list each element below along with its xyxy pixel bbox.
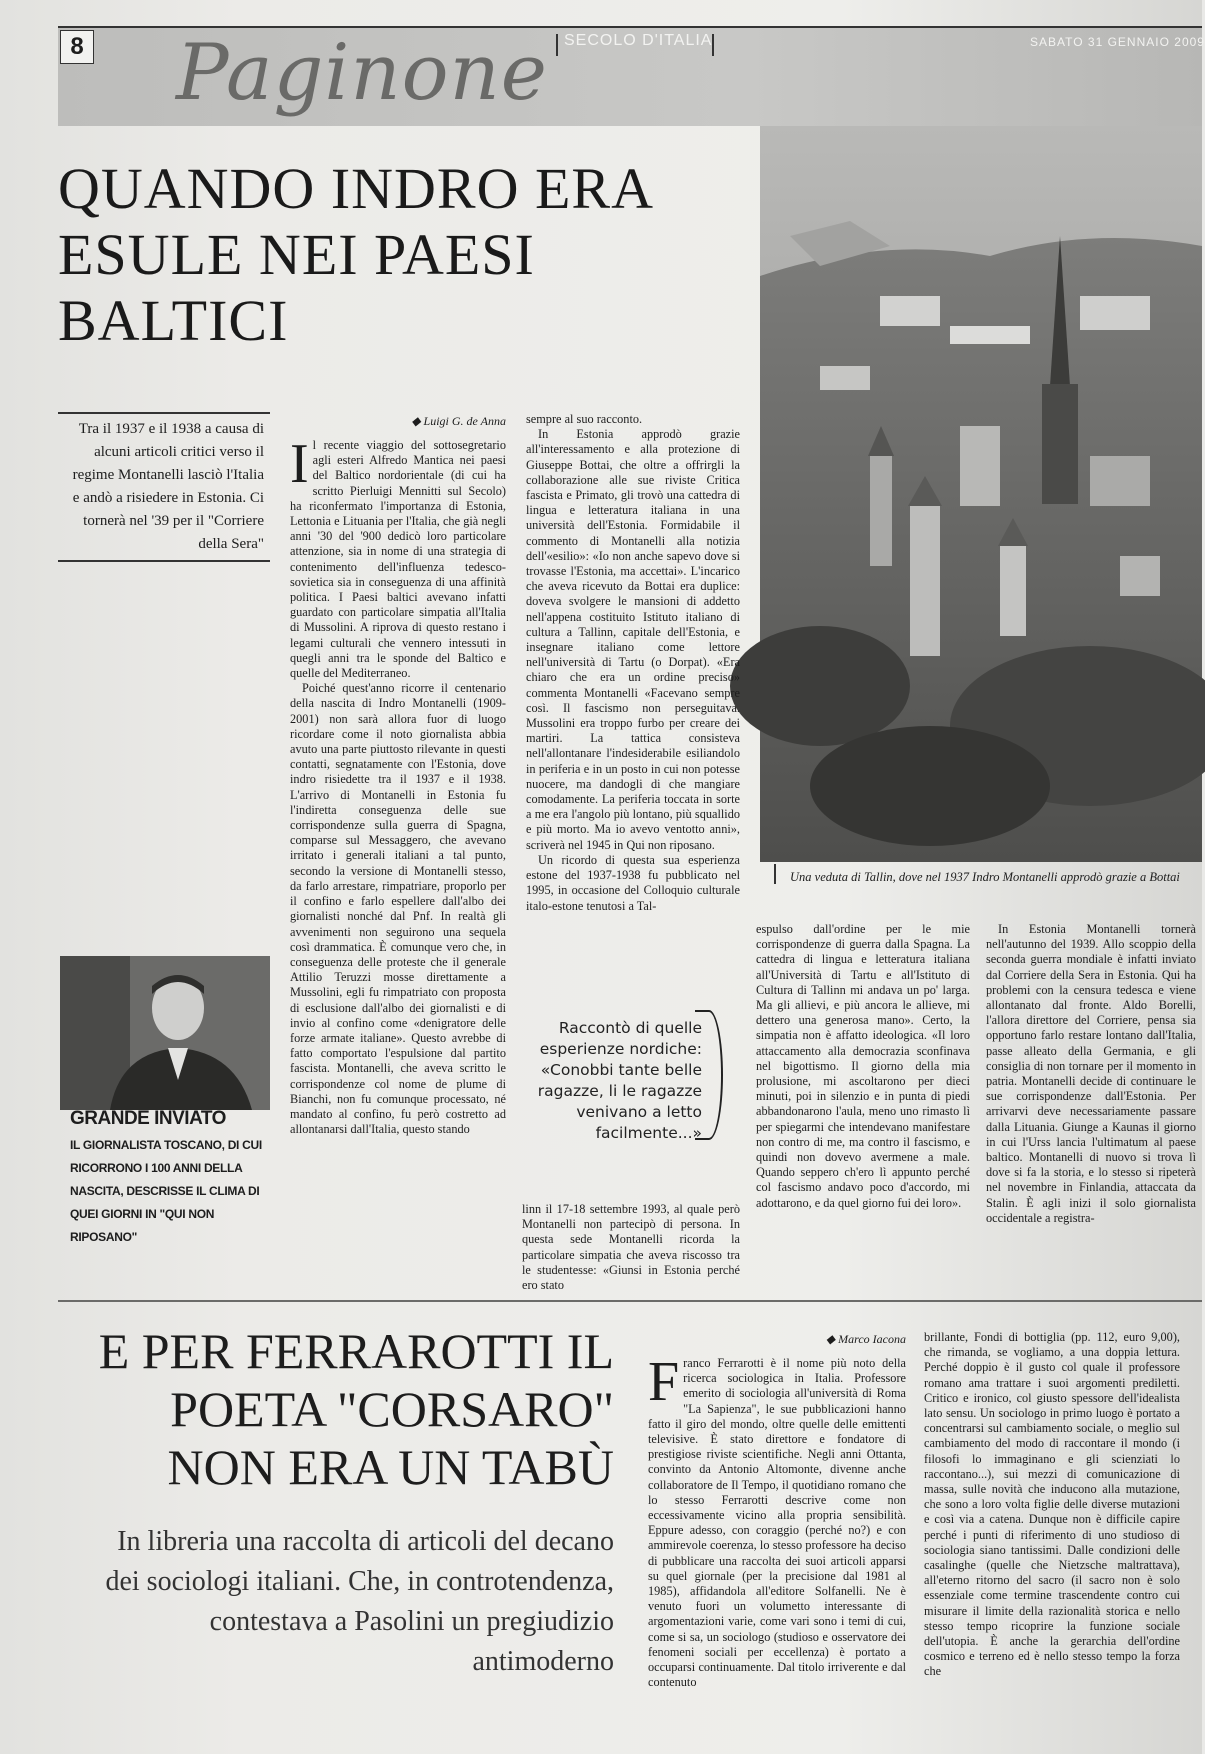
byline: ◆ Luigi G. de Anna bbox=[411, 414, 506, 428]
second-deck: In libreria una raccolta di articoli del decano dei sociologi italiani. Che, in controtendenza, contestava a Pasolini un pregiudizio antimoderno bbox=[105, 1526, 614, 1677]
second-article-column-2 bbox=[924, 1330, 1180, 1746]
article-column-2 bbox=[526, 412, 740, 974]
paragraph: ranco Ferrarotti è il nome più noto della ricerca sociologica in Italia. Professore emerito di sociologia all'università di Roma "La Sapienza", le sue pubblicazioni hanno fatto il giro del mondo, oltre quelle delle emittenti televisive. È stato direttore e fondatore di prestigiose riviste scientifiche. Negli anni Ottanta, convinto da Antonio Altomonte, divenne anche collaboratore de Il Tempo, il quotidiano romano che lo stesso Ferrarotti descrive come non eccessivamente vicino alla propria sensibilità. Eppure adesso, con coraggio (perché no?) e con ammirevole coerenza, lo stesso professore ha deciso di pubblicare una raccolta dei suoi articoli apparsi su quel giornale (per la precisione dal 1981 al 1985), affidandola all'editore Solfanelli. Ne è venuto fuori un volumetto interessante di argomentazioni varie, come vari sono i temi di cui, come si sa, un sociologo (studioso e osservatore dei fenomeni sociali per eccellenza) è portato a occuparsi continuamente. Dal titolo irriverente e dal contenuto bbox=[648, 1356, 906, 1690]
main-headline: QUANDO INDRO ERA ESULE NEI PAESI BALTICI bbox=[58, 156, 651, 353]
portrait-image bbox=[60, 956, 270, 1110]
photo-title: GRANDE INVIATO bbox=[70, 1108, 226, 1129]
header-rule bbox=[712, 34, 714, 56]
author-name: Luigi G. de Anna bbox=[423, 414, 506, 428]
article-divider bbox=[58, 1300, 1202, 1302]
section-title: Paginone bbox=[176, 28, 548, 118]
header-rule bbox=[556, 34, 558, 56]
paragraph: linn il 17-18 settembre 1993, al quale però Montanelli non partecipò di persona. In questa sede Montanelli ricorda la particolare simpatia che aveva riscosso tra le studentesse: «Giunsi in Estonia perché ero stato bbox=[522, 1202, 740, 1293]
portrait-caption: IL GIORNALISTA TOSCANO, DI CUI RICORRONO I 100 ANNI DELLA NASCITA, DESCRISSE IL CLIMA DI QUEI GIORNI IN "QUI NON RIPOSANO" bbox=[70, 1138, 262, 1244]
paragraph: l recente viaggio del sottosegretario agli esteri Alfredo Mantica nei paesi del Baltico nordorientale (di cui ha scritto Pierluigi Mennitti sul Secolo) ha riconfermato l'importanza di Estonia, Lettonia e Lituania per l'Italia, che già negli anni '30 del '900 dedicò loro particolare attenzione, sia in nome di una strategia di contenimento dell'influenza tedesco-sovietica sia in conseguenza di una affinità politica. I Paesi baltici avevano infatti guardato con particolare simpatia all'Italia di Mussolini. A riprova di questo restano i legami culturali che vennero intessuti in quegli anni tra le sponde del Baltico e quelle del Mediterraneo. bbox=[290, 438, 506, 681]
montanelli-portrait bbox=[60, 956, 270, 1110]
paragraph: espulso dall'ordine per le mie corrispondenze di guerra dalla Spagna. La cattedra di lingua e letteratura italiana all'Università di Tartu e all'Istituto di Cultura di Tallinn mi andava un po' larga. Ma gli allievi, e più ancora le allieve, mi dettero una generosa mano». Certo, la simpatia non è affatto ideologica. «Il loro attaccamento alla democrazia sconfinava nel bigottismo. Il giorno della mia prolusione, mi ascoltarono per dieci minuti, poi in silenzio e in punta di piedi abbandonarono l'aula, meno uno rimasto lì per spiegarmi che intendevano manifestare non contro di me, ma contro il fascismo, e quindi non dovevo avermene a male. Quando seppero ch'ero lì appunto perché col fascismo andavo poco d'accordo, mi adottarono, e da quel giorno fui dei loro». bbox=[756, 922, 970, 1210]
paragraph: brillante, Fondi di bottiglia (pp. 112, euro 9,00), che rimanda, se vogliamo, a una doppia lettura. Perché doppio è il gusto col quale il professore romano ama trattare i suoi argomenti prediletti. Critico e ironico, col giusto spessore dell'idealista lato sensu. Un sociologo in primo luogo è portato a concentrarsi sul cambiamento sociale, o meglio sul cambiamento del modo di raccontare il mondo (i filosofi lo immaginano e gli scienziati lo raccontano...), sui mezzi di comunicazione di massa, sulle novità che inducono alla mutazione, che sono a loro volta figlie delle diverse mutazioni e così via a catena. Dunque non è difficile capire perché i punti di riferimento di uno studioso di sociologia siano tantissimi. Dalle condizioni delle casalinghe (quelle che Nietzsche maltrattava), all'eterno ritorno del sacro (il sacro non è solo essenziale come termine trascendente contro cui misurare il limite della razionalità storica e nello stesso tempo ricoprire la funzione sociale dell'utopia. È anche la gerarchia dell'ordine cosmico e terreno ed è nello stesso tempo la forza che bbox=[924, 1330, 1180, 1679]
article-column-2-end bbox=[522, 1202, 740, 1293]
article-column-3 bbox=[756, 922, 970, 1262]
newspaper-name: SECOLO D'ITALIA bbox=[564, 32, 713, 49]
page-number: 8 bbox=[60, 30, 94, 64]
second-article-column-1 bbox=[648, 1351, 906, 1746]
article-column-4 bbox=[986, 922, 1196, 1262]
second-headline: E PER FERRAROTTI IL POETA "CORSARO" NON ERA UN TABÙ bbox=[98, 1323, 614, 1495]
author-name: Marco Iacona bbox=[838, 1332, 906, 1346]
article-summary: Tra il 1937 e il 1938 a causa di alcuni articoli critici verso il regime Montanelli lasciò l'Italia e andò a risiedere in Estonia. Ci tornerà nel '39 per il "Corriere della Sera" bbox=[58, 412, 270, 562]
paragraph: In Estonia approdò grazie all'interessamento e alla protezione di Giuseppe Bottai, che oltre a offrirgli la collaborazione alle sue riviste Critica fascista e Primato, gli trovò una cattedra di lingua e letteratura italiana in una università dell'Estonia. Formidabile il commento di Montanelli alla notizia dell'«esilio»: «Io non anche sapevo dove si trovasse l'Estonia, ma accettai». L'incarico che aveva ricevuto da Bottai era duplice: doveva svolgere le mansioni di addetto nell'appena costituito Istituto italiano di cultura a Tallinn, capitale dell'Estonia, e insegnare italiano come lettore nell'università di Tartu (o Dorpat). «Era chiaro che era un ordine preciso» commenta Montanelli «Facevano sempre così. Il fascismo non perseguitava. Mussolini era troppo furbo per creare dei martiri. La tattica consisteva nell'allontanare l'indesiderabile esiliandolo in periferia e in un posto in cui non potesse nuocere, ma dandogli di che mangiare comodamente. La periferia toccata in sorte a me era l'angolo più lontano, più squallido e più morto. Ma io avevo ventotto anni», scriverà nel 1945 in Qui non riposano. bbox=[526, 427, 740, 852]
drop-cap: I bbox=[290, 433, 309, 495]
paragraph: Poiché quest'anno ricorre il centenario della nascita di Indro Montanelli (1909-2001) non sarà allora fuor di luogo ricordare come il noto giornalista abbia avuto una parte piuttosto rilevante in questi contatti, segnatamente con l'Estonia, dove indro risiedette tra il 1937 e il 1938. L'arrivo di Montanelli in Estonia fu l'indiretta conseguenza delle sue corrispondenze sulla guerra di Spagna, comparse sul Messaggero, che avevano irritato i generali italiani a tal punto, secondo la versione di Montanelli stesso, da farlo arrestare, rimpatriare, proporlo per il confino e farlo espellere dall'albo dei giornalisti nonché dal Pnf. In realtà gli avvenimenti non seguirono una sequela così drammatica. È comunque vero che, in conseguenza delle proteste che il generale Attilio Teruzzi mosse direttamente a Mussolini, egli fu rimpatriato con proposta di esclusione dall'albo dei giornalisti e di invio al confino come «denigratore delle forze armate italiane». Questo avrebbe di fatto comportato l'espulsione dal partito fascista. Montanelli, che aveva scritto le corrispondenze col nome de plume di Bianchi, non fu comunque processato, né mandato al confino, fu però costretto ad allontanarsi dall'Italia, questo stando bbox=[290, 681, 506, 1137]
pull-quote: Raccontò di quelle esperienze nordiche: «Conobbi tante belle ragazze, li le ragazze venivano a letto facilmente...» bbox=[537, 1019, 702, 1142]
byline: ◆ Marco Iacona bbox=[825, 1332, 906, 1346]
drop-cap: F bbox=[648, 1351, 680, 1413]
article-column-1 bbox=[290, 433, 506, 1262]
tallinn-photo bbox=[760, 126, 1202, 862]
paragraph: Un ricordo di questa sua esperienza estone del 1937-1938 fu pubblicato nel 1995, in occasione del Colloquio culturale italo-estone tenutosi a Tal- bbox=[526, 852, 740, 913]
quote-bracket bbox=[695, 1010, 723, 1140]
paragraph: In Estonia Montanelli tornerà nell'autunno del 1939. Allo scoppio della seconda guerra mondiale è infatti inviato dal Corriere della Sera in Estonia. Qui ha problemi con la censura tedesca e viene allontanato dal fronte. Aldo Borelli, l'allora direttore del Corriere, pensa sia opportuno farlo restare lontano dall'Italia, passe alleato della Germania, e gli consiglia di non tornare per il momento in patria. Montanelli decide di continuare le sue corrispondenze dall'Estonia. Per arrivarvi deve necessariamente passare dalla Lituania. Giunge a Kaunas il giorno in cui l'Urss lancia l'ultimatum al paese baltico. Montanelli di nuovo si trova lì dove si fa la storia, e lo stesso si ripeterà nel novembre in Finlandia, attaccata da Stalin. È agli inizi il solo giornalista occidentale a registra- bbox=[986, 922, 1196, 1225]
caption-rule bbox=[774, 864, 776, 884]
photo-caption: Una veduta di Tallin, dove nel 1937 Indro Montanelli approdò grazie a Bottai bbox=[790, 870, 1180, 884]
tallinn-aerial-image bbox=[760, 126, 1202, 862]
paragraph: sempre al suo racconto. bbox=[526, 412, 643, 426]
issue-date: SABATO 31 GENNAIO 2009 bbox=[1030, 35, 1205, 49]
